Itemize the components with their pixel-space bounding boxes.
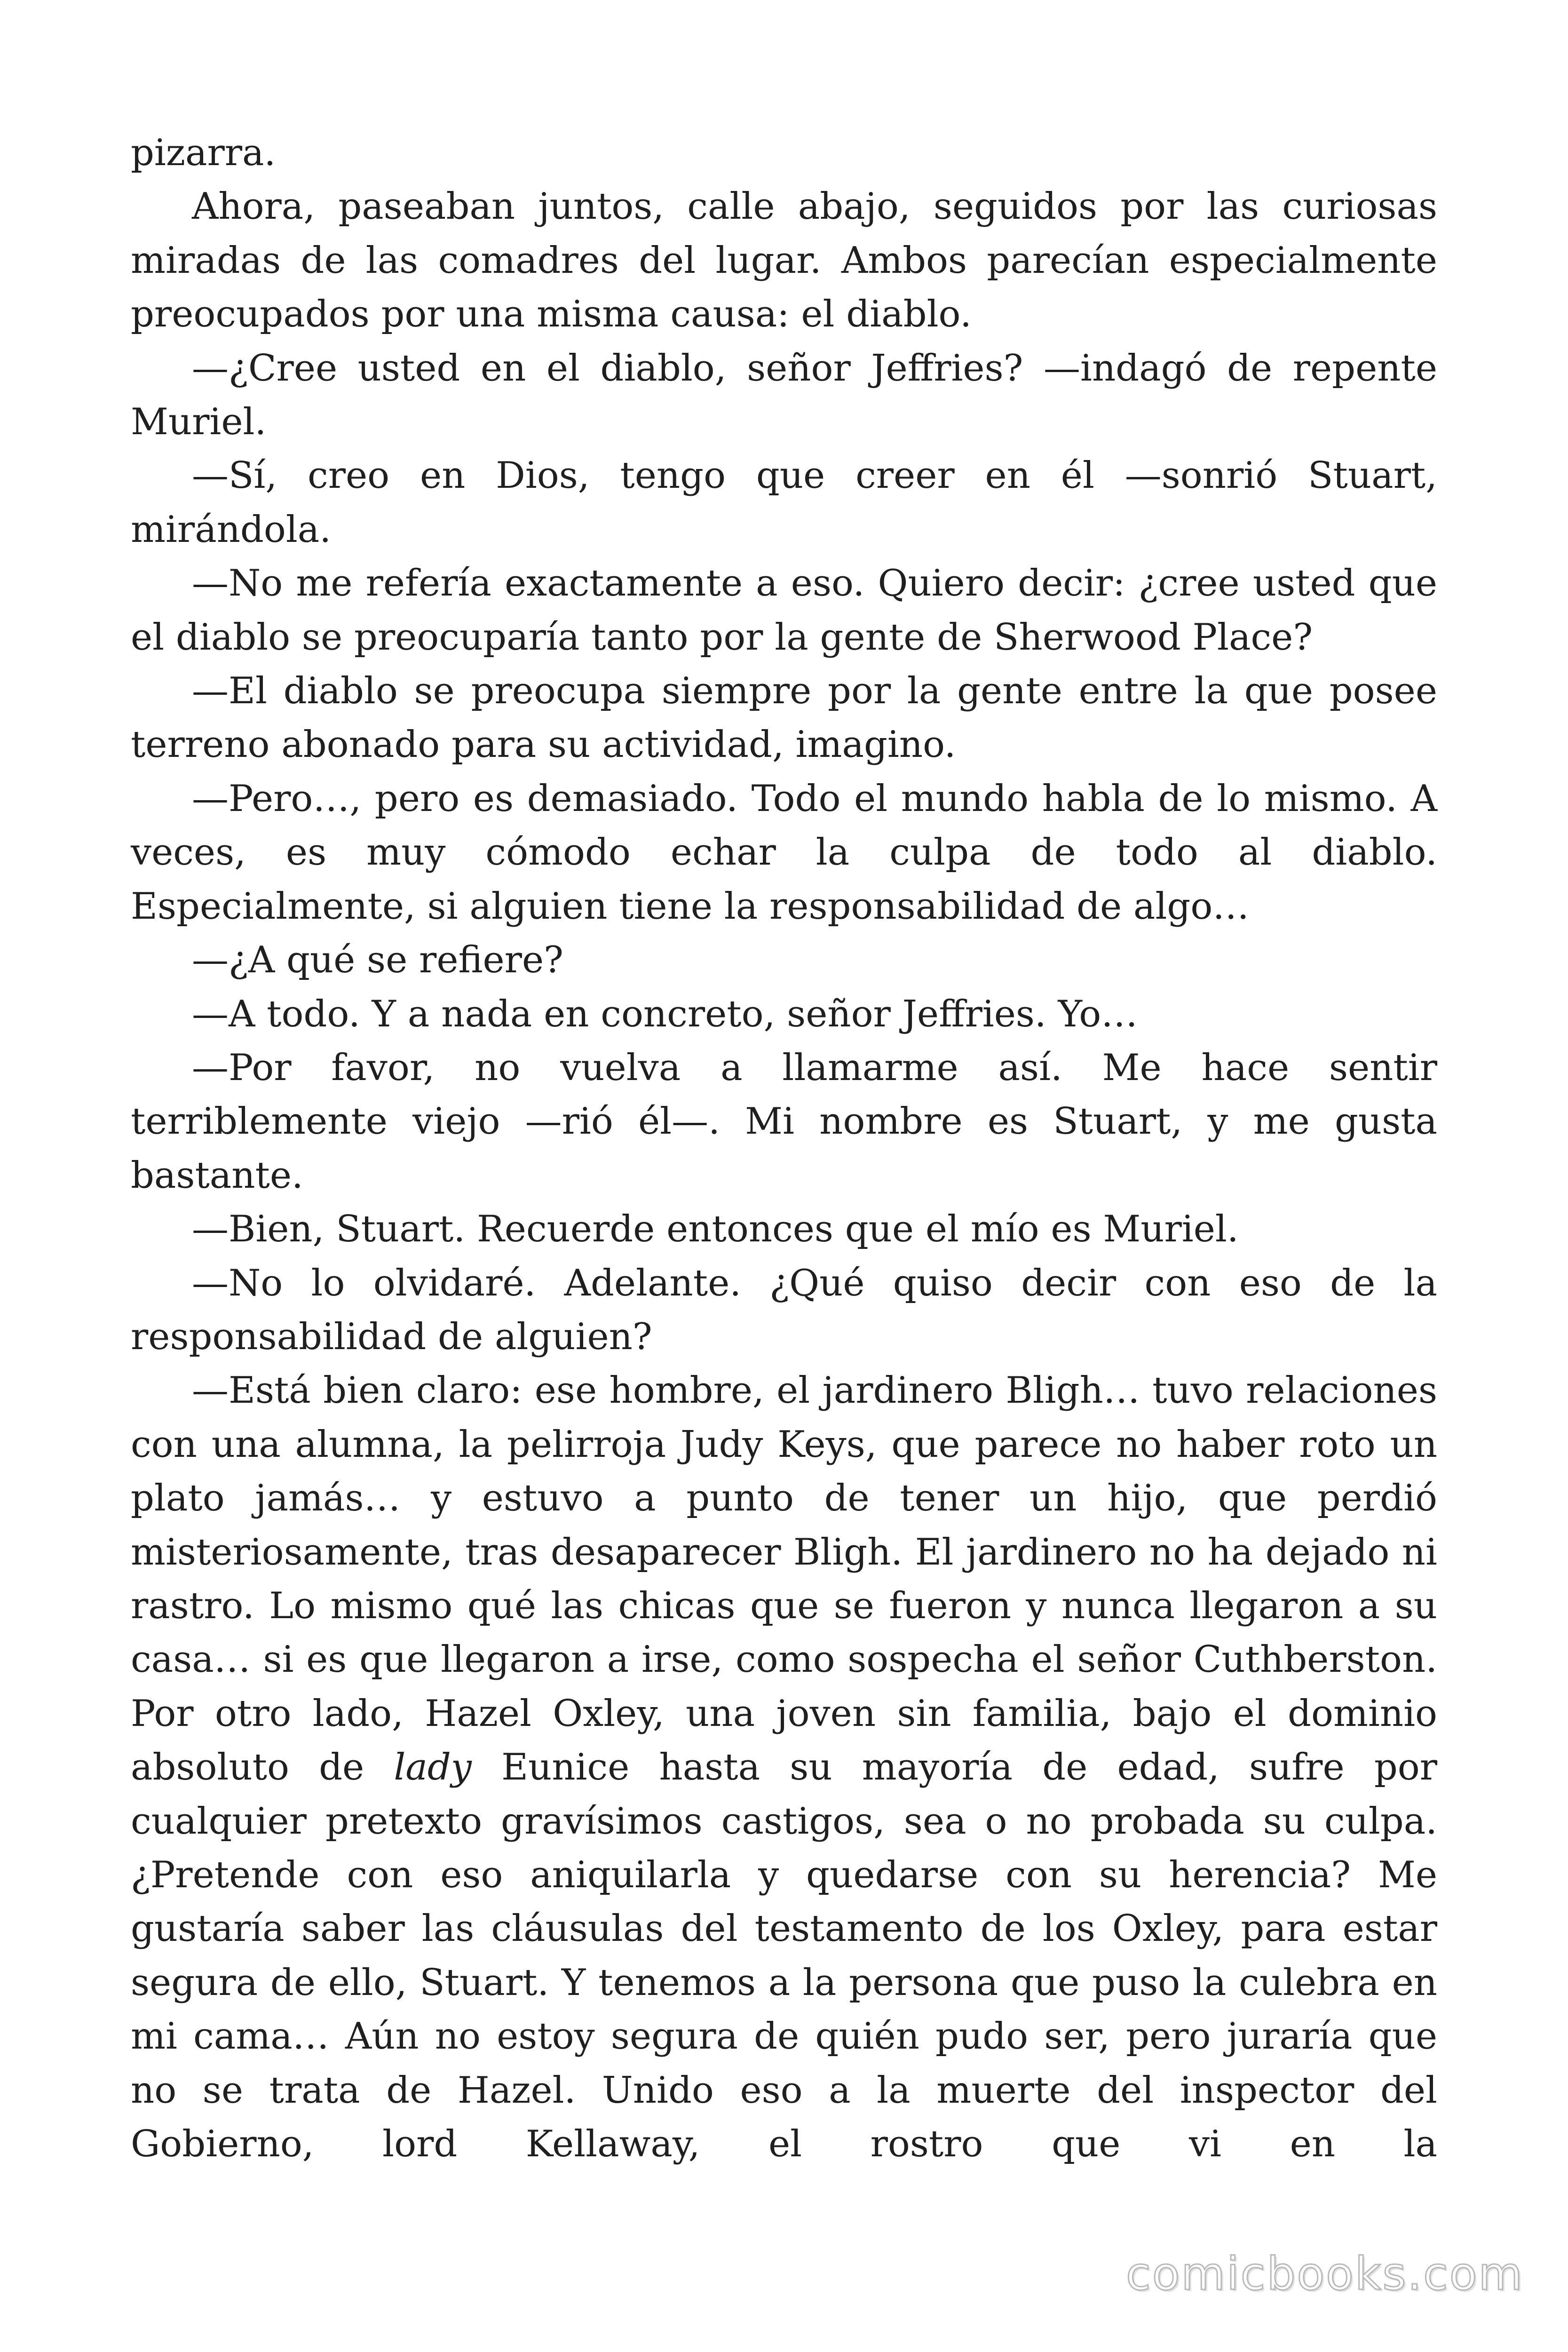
paragraph: pizarra.	[131, 132, 276, 174]
paragraph: —Bien, Stuart. Recuerde entonces que el mío es Muriel.	[192, 1208, 1239, 1251]
final-paragraph-text-end: Eunice hasta su mayoría de edad, sufre por cualquier pretexto gravísimos castigos, sea o no probada su culpa. ¿Pretende con eso aniquilarla y quedarse con su herencia? Me gustaría saber las cláusulas del testamento de los Oxley, para estar segura de ello, Stuart. Y tenemos a la persona que puso la culebra en mi cama… Aún no estoy segura de quién pudo ser, pero juraría que no se trata de Hazel. Unido eso a la muerte del inspector del Gobierno, lord Kellaway, el rostro que vi en la	[131, 1746, 1437, 2166]
paragraph: —¿Cree usted en el diablo, señor Jeffries? —indagó de repente Muriel.	[131, 347, 1437, 444]
paragraph: Ahora, paseaban juntos, calle abajo, seguidos por las curiosas miradas de las comadres del lugar. Ambos parecían especialmente preocupados por una misma causa: el diablo.	[131, 185, 1437, 336]
book-page-text	[131, 126, 1437, 2171]
paragraph: —¿A qué se refiere?	[192, 939, 563, 982]
paragraph: —A todo. Y a nada en concreto, señor Jeffries. Yo…	[192, 993, 1138, 1035]
final-paragraph	[131, 1364, 1437, 2171]
italic-word: lady	[394, 1746, 472, 1789]
final-paragraph-text-start: —Está bien claro: ese hombre, el jardinero Bligh… tuvo relaciones con una alumna, la pelirroja Judy Keys, que parece no haber roto un plato jamás… y estuvo a punto de tener un hijo, que perdió misteriosamente, tras desaparecer Bligh. El jardinero no ha dejado ni rastro. Lo mismo qué las chicas que se fueron y nunca llegaron a su casa… si es que llegaron a irse, como sospecha el señor Cuthberston. Por otro lado, Hazel Oxley, una joven sin familia, bajo el dominio absoluto de	[131, 1369, 1437, 1789]
paragraph: —No me refería exactamente a eso. Quiero decir: ¿cree usted que el diablo se preocuparía tanto por la gente de Sherwood Place?	[131, 562, 1437, 659]
paragraph: —Pero…, pero es demasiado. Todo el mundo habla de lo mismo. A veces, es muy cómodo echar la culpa de todo al diablo. Especialmente, si alguien tiene la responsabilidad de algo…	[131, 777, 1437, 928]
watermark-logo: comicbooks.com	[1125, 2248, 1524, 2300]
paragraph: —No lo olvidaré. Adelante. ¿Qué quiso decir con eso de la responsabilidad de alguien?	[131, 1262, 1437, 1358]
paragraph: —Sí, creo en Dios, tengo que creer en él —sonrió Stuart, mirándola.	[131, 454, 1437, 551]
paragraph: —Por favor, no vuelva a llamarme así. Me hace sentir terriblemente viejo —rió él—. Mi nombre es Stuart, y me gusta bastante.	[131, 1046, 1437, 1197]
paragraph: —El diablo se preocupa siempre por la gente entre la que posee terreno abonado para su actividad, imagino.	[131, 670, 1437, 766]
